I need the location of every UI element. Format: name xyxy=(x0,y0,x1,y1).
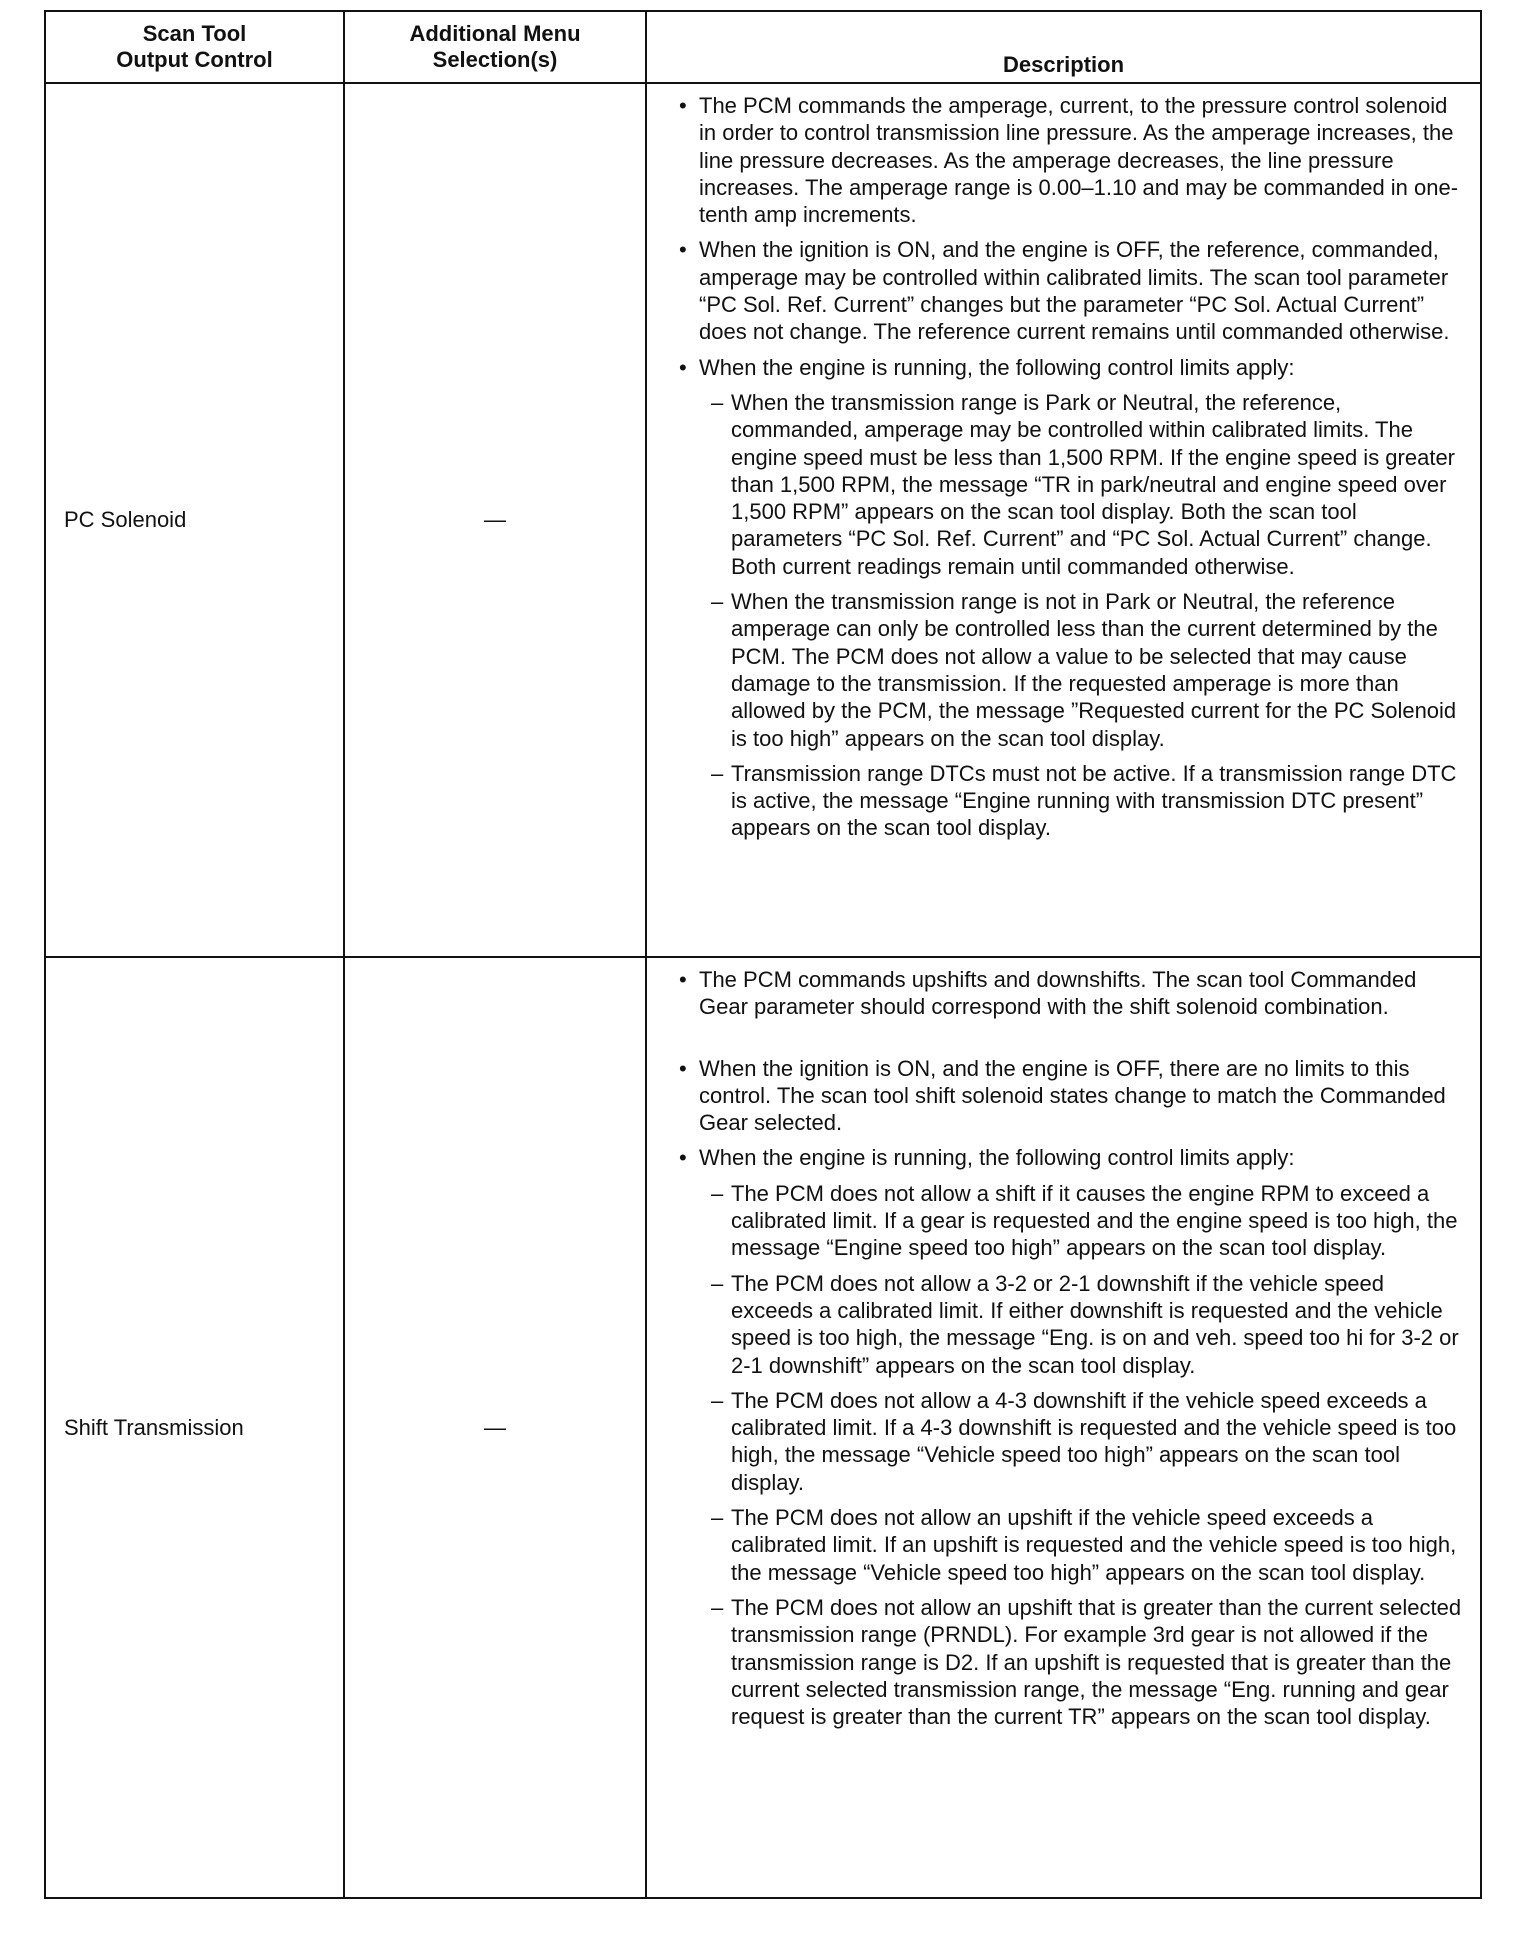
header-line: Additional Menu xyxy=(409,21,581,46)
description-cell xyxy=(646,957,1481,1898)
bullet-text: When the ignition is ON, and the engine is OFF, there are no limits to this control. The scan tool shift solenoid states change to match the Commanded Gear selected. xyxy=(699,1055,1446,1136)
bullet-text: The PCM commands upshifts and downshifts. The scan tool Commanded Gear parameter should correspond with the shift solenoid combination. xyxy=(699,967,1417,1020)
sub-item xyxy=(647,1270,1470,1379)
bullet-item xyxy=(647,354,1470,381)
sub-item xyxy=(647,1594,1470,1730)
table-row xyxy=(45,83,1481,957)
sub-item xyxy=(647,760,1470,842)
sub-item xyxy=(647,588,1470,752)
bullet-item xyxy=(647,966,1470,1021)
bullet-item xyxy=(647,1055,1470,1137)
dash-icon: – xyxy=(711,760,724,786)
sub-item xyxy=(647,1504,1470,1586)
sub-item xyxy=(647,1387,1470,1496)
bullet-icon: • xyxy=(679,354,687,380)
sub-item-text: When the transmission range is not in Park or Neutral, the reference amperage can only be controlled less than the current determined by the PCM. The PCM does not allow a value to be selected that may cause damage to the transmission. If the requested amperage is more than allowed by the PCM, the message ”Requested current for the PC Solenoid is too high” appears on the scan tool display. xyxy=(731,589,1457,751)
bullet-icon: • xyxy=(679,1145,687,1171)
sub-item-text: The PCM does not allow a 4-3 downshift if the vehicle speed exceeds a calibrated limit. If a 4-3 downshift is requested and the vehicle speed is too high, the message “Vehicle speed too high” appears on the scan tool display. xyxy=(731,1387,1457,1495)
bullet-text: When the engine is running, the following control limits apply: xyxy=(699,1145,1295,1171)
dash-icon: – xyxy=(711,389,724,415)
menu-selection: — xyxy=(344,83,646,957)
header-scan-tool-output-control xyxy=(45,11,344,83)
header-additional-menu-selections xyxy=(344,11,646,83)
dash-icon: – xyxy=(711,1594,724,1620)
sub-item-text: The PCM does not allow an upshift that is greater than the current selected transmission range (PRNDL). For example 3rd gear is not allowed if the transmission range is D2. If an upshift is requested that is greater than the current selected transmission range, the message “Eng. running and gear request is greater than the current TR” appears on the scan tool display. xyxy=(731,1594,1462,1730)
header-line: Output Control xyxy=(116,47,273,72)
sub-item-text: Transmission range DTCs must not be active. If a transmission range DTC is active, the message “Engine running with transmission DTC present” appears on the scan tool display. xyxy=(731,760,1457,841)
sub-item xyxy=(647,1180,1470,1262)
scan-tool-output-control-table xyxy=(44,10,1482,1899)
header-line: Selection(s) xyxy=(432,47,558,72)
sub-item-text: The PCM does not allow a shift if it causes the engine RPM to exceed a calibrated limit. If a gear is requested and the engine speed is too high, the message “Engine speed too high” appears on the scan tool display. xyxy=(731,1180,1458,1261)
bullet-item xyxy=(647,1144,1470,1171)
table-row xyxy=(45,957,1481,1898)
dash-icon: – xyxy=(711,1387,724,1413)
bullet-icon: • xyxy=(679,967,687,992)
header-line: Scan Tool xyxy=(142,21,247,46)
dash-icon: – xyxy=(711,1505,724,1531)
header-description: Description xyxy=(646,11,1481,83)
description-cell xyxy=(646,83,1481,957)
sub-item-text: When the transmission range is Park or Neutral, the reference, commanded, amperage may be controlled within calibrated limits. The engine speed must be less than 1,500 RPM. If the engine speed is greater than 1,500 RPM, the message “TR in park/neutral and engine speed over 1,500 RPM” appears on the scan tool display. Both the scan tool parameters “PC Sol. Ref. Current” and “PC Sol. Actual Current” change. Both current readings remain until commanded otherwise. xyxy=(731,389,1456,579)
bullet-item xyxy=(647,92,1470,228)
bullet-text: The PCM commands the amperage, current, to the pressure control solenoid in order to control transmission line pressure. As the amperage increases, the line pressure decreases. As the amperage decreases, the line pressure increases. The amperage range is 0.00–1.10 and may be commanded in one-tenth amp increments. xyxy=(699,93,1459,228)
dash-icon: – xyxy=(711,1180,724,1206)
bullet-icon: • xyxy=(679,93,687,118)
bullet-item xyxy=(647,236,1470,345)
bullet-icon: • xyxy=(679,1055,687,1081)
menu-selection: — xyxy=(344,957,646,1898)
output-control-name: Shift Transmission xyxy=(45,957,344,1898)
sub-item-text: The PCM does not allow a 3-2 or 2-1 downshift if the vehicle speed exceeds a calibrated limit. If either downshift is requested and the vehicle speed is too high, the message “Eng. is on and veh. speed too hi for 3-2 or 2-1 downshift” appears on the scan tool display. xyxy=(731,1270,1459,1378)
dash-icon: – xyxy=(711,1270,724,1296)
header-row xyxy=(45,11,1481,83)
sub-item xyxy=(647,389,1470,580)
dash-icon: – xyxy=(711,589,724,615)
output-control-name: PC Solenoid xyxy=(45,83,344,957)
bullet-text: When the ignition is ON, and the engine is OFF, the reference, commanded, amperage may be controlled within calibrated limits. The scan tool parameter “PC Sol. Ref. Current” changes but the parameter “PC Sol. Actual Current” does not change. The reference current remains until commanded otherwise. xyxy=(699,237,1450,345)
bullet-text: When the engine is running, the following control limits apply: xyxy=(699,354,1295,380)
bullet-icon: • xyxy=(679,237,687,263)
sub-item-text: The PCM does not allow an upshift if the vehicle speed exceeds a calibrated limit. If an upshift is requested and the vehicle speed is too high, the message “Vehicle speed too high” appears on the scan tool display. xyxy=(731,1505,1457,1585)
